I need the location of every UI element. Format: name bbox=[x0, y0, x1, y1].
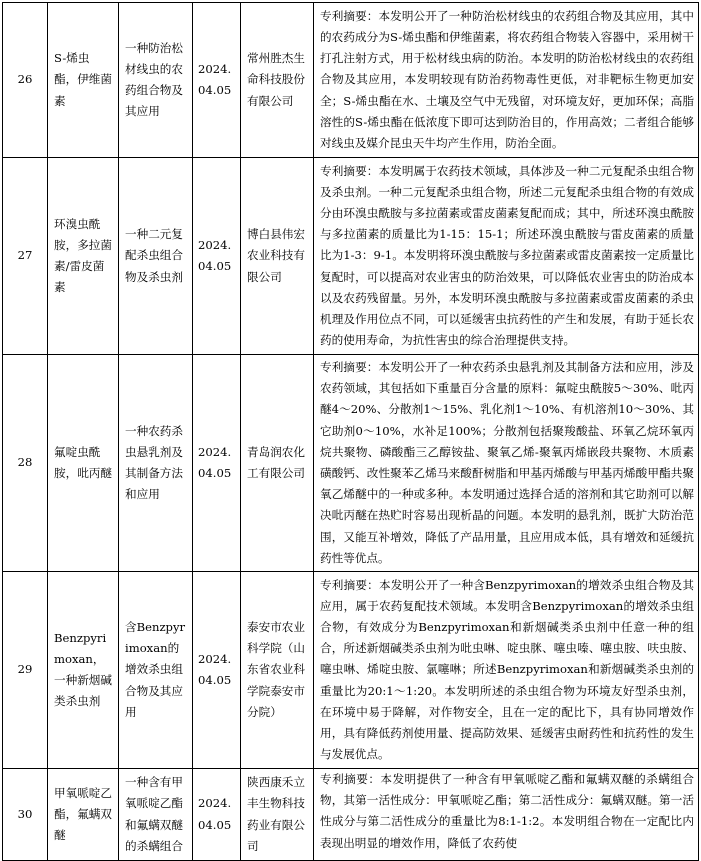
row-number: 26 bbox=[3, 3, 48, 158]
publication-date: 2024.04.05 bbox=[193, 769, 241, 861]
table-row bbox=[3, 3, 699, 158]
patent-abstract: 专利摘要：本发明属于农药技术领域，具体涉及一种二元复配杀虫组合物及杀虫剂。一种二元复配杀虫组合物，所述二元复配杀虫组合物的有效成分由环溴虫酰胺与多拉菌素或雷皮菌素复配而成；其中，所述环溴虫酰胺与多拉菌素的质量比为1-15：15-1；所述环溴虫酰胺与雷皮菌素的质量比为1-3：9-1。本发明将环溴虫酰胺与多拉菌素或雷皮菌素按一定质量比复配时，可以提高对农业害虫的防治效果，可以降低农业害虫的防治成本以及农药残留量。另外，本发明环溴虫酰胺与多拉菌素或雷皮菌素的杀虫机理及作用位点不同，可以延缓害虫抗药性的产生和发展，有助于延长农药的使用寿命，为抗性害虫的综合治理提供支持。 bbox=[314, 158, 699, 355]
table-row bbox=[3, 158, 699, 355]
patent-title: 一种农药杀虫悬乳剂及其制备方法和应用 bbox=[119, 355, 193, 572]
patent-title: 一种含有甲氧哌啶乙酯和氟螨双醚的杀螨组合 bbox=[119, 769, 193, 861]
table-row bbox=[3, 769, 699, 861]
active-ingredients: 环溴虫酰胺，多拉菌素/雷皮菌素 bbox=[48, 158, 119, 355]
patent-abstract: 专利摘要：本发明公开了一种含Benzpyrimoxan的增效杀虫组合物及其应用，属于农药复配技术领域。本发明含Benzpyrimoxan的增效杀虫组合物，有效成分为Benzpyrimoxan和新烟碱类杀虫剂中任意一种的组合，所述新烟碱类杀虫剂为吡虫啉、啶虫脒、噻虫嗪、噻虫胺、呋虫胺、噻虫啉、烯啶虫胺、氯噻啉；所述Benzpyrimoxan和新烟碱类杀虫剂的重量比为20:1～1:20。本发明所述的杀虫组合物为环境友好型杀虫剂，在环境中易于降解，对作物安全，且在一定的配比下，具有协同增效作用，具有降低药剂使用量、提高防效果、延缓害虫耐药性和抗药性的发生与发展优点。 bbox=[314, 572, 699, 769]
applicant: 青岛润农化工有限公司 bbox=[241, 355, 314, 572]
row-number: 29 bbox=[3, 572, 48, 769]
publication-date: 2024.04.05 bbox=[193, 355, 241, 572]
active-ingredients: 氟啶虫酰胺，吡丙醚 bbox=[48, 355, 119, 572]
publication-date: 2024.04.05 bbox=[193, 572, 241, 769]
patent-abstract: 专利摘要：本发明公开了一种农药杀虫悬乳剂及其制备方法和应用，涉及农药领域，其包括如下重量百分含量的原料：氟啶虫酰胺5～30%、吡丙醚4～20%、分散剂1～15%、乳化剂1～10%、有机溶剂10～30%、其它助剂0～10%，水补足100%；分散剂包括聚羧酸盐、环氧乙烷环氧丙烷共聚物、磷酸酯三乙醇铵盐、聚氧乙烯-聚氧丙烯嵌段共聚物、木质素磺酸钙、改性聚苯乙烯马来酸酐树脂和甲基丙烯酸与甲基丙烯酸甲酯共聚氧乙烯醚中的一种或多种。本发明通过选择合适的溶剂和其它助剂可以解决吡丙醚在热贮时容易出现析晶的问题。本发明的悬乳剂，既扩大防治范围，又能互补增效，降低了产品用量，且应用成本低，具有增效和延缓抗药性等优点。 bbox=[314, 355, 699, 572]
patent-title: 含Benzpyrimoxan的增效杀虫组合物及其应用 bbox=[119, 572, 193, 769]
patent-table bbox=[2, 2, 699, 861]
applicant: 泰安市农业科学院（山东省农业科学院泰安市分院） bbox=[241, 572, 314, 769]
patent-abstract: 专利摘要：本发明公开了一种防治松材线虫的农药组合物及其应用，其中的农药成分为S-烯虫酯和伊维菌素，将农药组合物装入容器中，采用树干打孔注射方式，用于松材线虫病的防治。本发明的防治松材线虫的农药组合物及其应用，本发明较现有防治药物毒性更低，对非靶标生物更加安全；S-烯虫酯在水、土壤及空气中无残留，对环境友好，更加环保；高脂溶性的S-烯虫酯在低浓度下即可达到防治目的，作用高效；二者组合能够对线虫及媒介昆虫天牛均产生作用，防治全面。 bbox=[314, 3, 699, 158]
row-number: 27 bbox=[3, 158, 48, 355]
active-ingredients: Benzpyrimoxan，一种新烟碱类杀虫剂 bbox=[48, 572, 119, 769]
row-number: 28 bbox=[3, 355, 48, 572]
patent-abstract: 专利摘要：本发明提供了一种含有甲氧哌啶乙酯和氟螨双醚的杀螨组合物，其第一活性成分：甲氧哌啶乙酯；第二活性成分：氟螨双醚。第一活性成分与第二活性成分的重量比为8:1-1:2。本发明组合物在一定配比内表现出明显的增效作用，降低了农药使 bbox=[314, 769, 699, 861]
applicant: 博白县伟宏农业科技有限公司 bbox=[241, 158, 314, 355]
patent-title: 一种二元复配杀虫组合物及杀虫剂 bbox=[119, 158, 193, 355]
patent-title: 一种防治松材线虫的农药组合物及其应用 bbox=[119, 3, 193, 158]
publication-date: 2024.04.05 bbox=[193, 158, 241, 355]
table-row bbox=[3, 572, 699, 769]
applicant: 陕西康禾立丰生物科技药业有限公司 bbox=[241, 769, 314, 861]
publication-date: 2024.04.05 bbox=[193, 3, 241, 158]
applicant: 常州胜杰生命科技股份有限公司 bbox=[241, 3, 314, 158]
table-row bbox=[3, 355, 699, 572]
active-ingredients: S-烯虫酯，伊维菌素 bbox=[48, 3, 119, 158]
row-number: 30 bbox=[3, 769, 48, 861]
active-ingredients: 甲氧哌啶乙酯，氟螨双醚 bbox=[48, 769, 119, 861]
